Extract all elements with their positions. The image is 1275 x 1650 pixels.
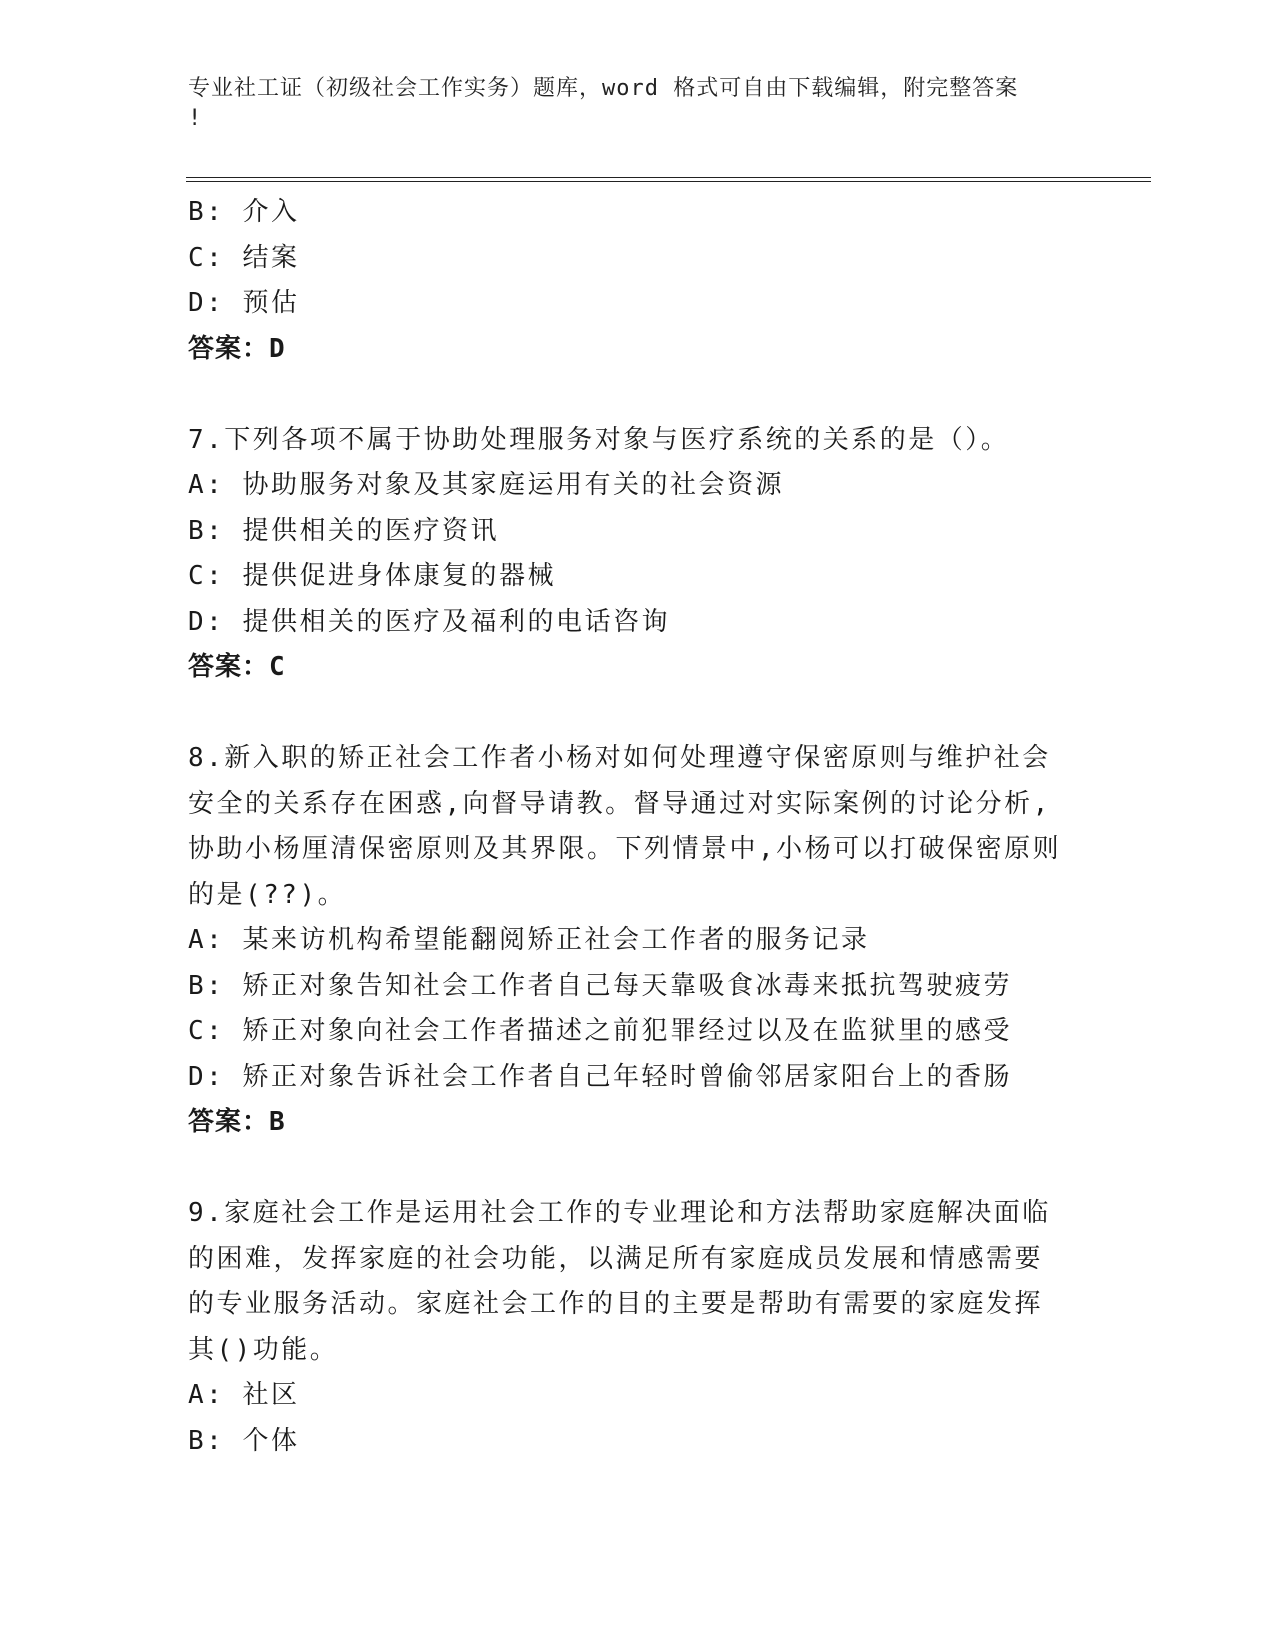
option-d: D: 预估 (188, 288, 300, 318)
question-7 (188, 418, 1088, 691)
option-c: C: 矫正对象向社会工作者描述之前犯罪经过以及在监狱里的感受 (188, 1016, 1012, 1046)
option-c: C: 结案 (188, 242, 300, 273)
question-stem: 的专业服务活动。家庭社会工作的目的主要是帮助有需要的家庭发挥 (188, 1289, 1044, 1319)
option-b: B: 介入 (188, 197, 300, 227)
question-stem: 安全的关系存在困惑,向督导请教。督导通过对实际案例的讨论分析, (188, 788, 1051, 819)
spacer (188, 691, 1088, 737)
answer-label: 答案：D (188, 333, 286, 364)
option-d: D: 提供相关的医疗及福利的电话咨询 (188, 606, 670, 637)
header-title: 专业社工证（初级社会工作实务）题库，word 格式可自由下载编辑，附完整答案 (188, 76, 1019, 101)
header-title-continuation: ! (188, 106, 203, 131)
question-stem: 的困难，发挥家庭的社会功能，以满足所有家庭成员发展和情感需要 (188, 1243, 1044, 1274)
option-b: B: 矫正对象告知社会工作者自己每天靠吸食冰毒来抵抗驾驶疲劳 (188, 970, 1012, 1001)
previous-question (188, 190, 1088, 372)
option-d: D: 矫正对象告诉社会工作者自己年轻时曾偷邻居家阳台上的香肠 (188, 1061, 1012, 1092)
question-stem: 9.家庭社会工作是运用社会工作的专业理论和方法帮助家庭解决面临 (188, 1198, 1051, 1228)
option-a: A: 协助服务对象及其家庭运用有关的社会资源 (188, 470, 784, 500)
option-a: A: 社区 (188, 1380, 300, 1410)
question-9 (188, 1191, 1088, 1464)
question-stem: 7.下列各项不属于协助处理服务对象与医疗系统的关系的是（）。 (188, 424, 1010, 455)
question-stem: 其()功能。 (188, 1334, 339, 1365)
page-header (188, 74, 1088, 134)
question-stem: 的是(??)。 (188, 879, 347, 910)
question-stem: 协助小杨厘清保密原则及其界限。下列情景中,小杨可以打破保密原则 (188, 834, 1062, 864)
answer-label: 答案：B (188, 1107, 286, 1137)
option-b: B: 个体 (188, 1425, 300, 1456)
answer-label: 答案：C (188, 652, 286, 682)
question-stem: 8.新入职的矫正社会工作者小杨对如何处理遵守保密原则与维护社会 (188, 743, 1051, 773)
spacer (188, 1146, 1088, 1192)
header-divider (186, 177, 1151, 182)
option-a: A: 某来访机构希望能翻阅矫正社会工作者的服务记录 (188, 925, 870, 955)
question-content (188, 190, 1088, 1464)
option-b: B: 提供相关的医疗资讯 (188, 515, 499, 546)
question-8 (188, 736, 1088, 1146)
spacer (188, 372, 1088, 418)
option-c: C: 提供促进身体康复的器械 (188, 561, 556, 591)
